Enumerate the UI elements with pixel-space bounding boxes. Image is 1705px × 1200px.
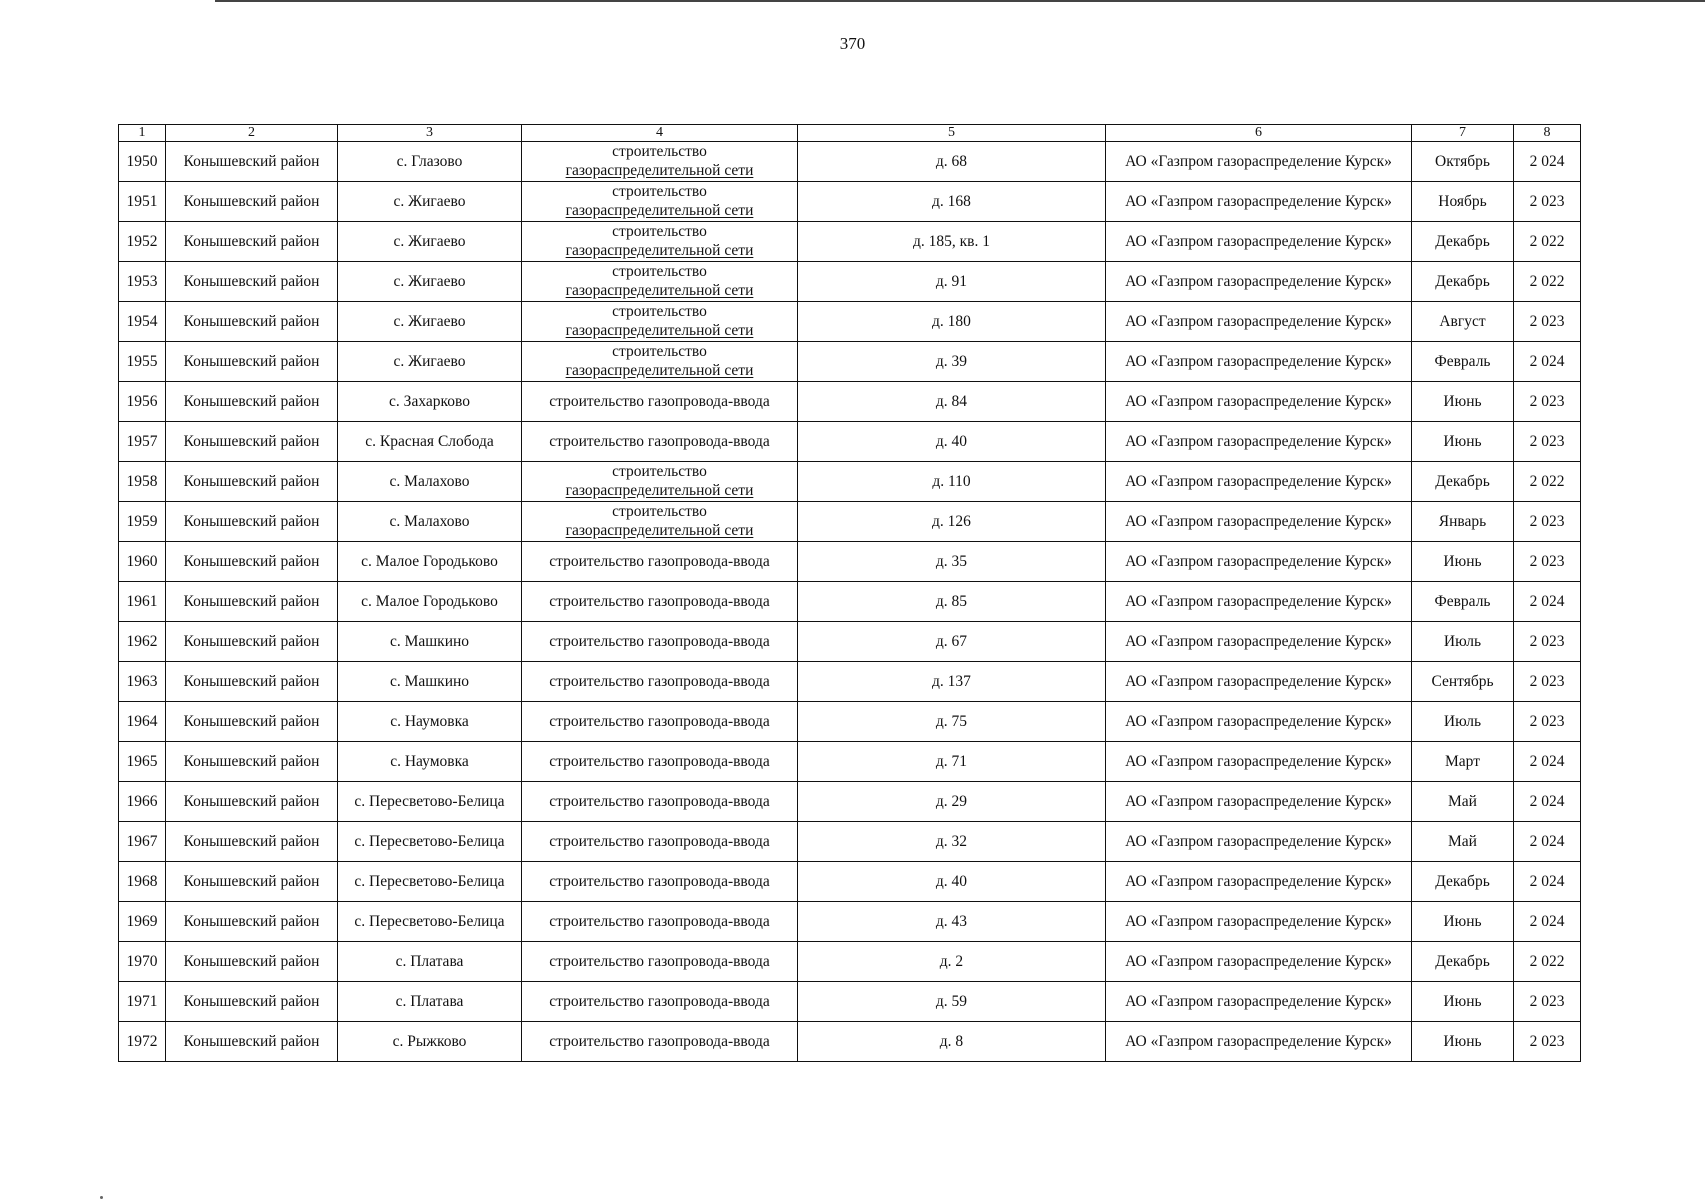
work-type-line: газораспределительной сети (565, 242, 754, 259)
work-type-line: строительство (612, 263, 707, 280)
address-cell: д. 71 (798, 742, 1106, 782)
work-type-cell (522, 502, 798, 542)
column-header: 2 (166, 125, 338, 142)
work-type-line: газораспределительной сети (565, 162, 754, 179)
address-cell: д. 180 (798, 302, 1106, 342)
district-cell: Конышевский район (166, 542, 338, 582)
work-type-line: газораспределительной сети (565, 362, 754, 379)
year-cell: 2 023 (1514, 542, 1581, 582)
table-row (119, 382, 1581, 422)
address-cell: д. 8 (798, 1022, 1106, 1062)
work-type-cell: строительство газопровода-ввода (522, 782, 798, 822)
row-number: 1960 (119, 542, 166, 582)
address-cell: д. 91 (798, 262, 1106, 302)
registry-table (118, 124, 1581, 1062)
work-type-line: строительство (612, 343, 707, 360)
organization-cell: АО «Газпром газораспределение Курск» (1106, 982, 1412, 1022)
row-number: 1966 (119, 782, 166, 822)
table-row (119, 902, 1581, 942)
work-type-line: строительство (612, 183, 707, 200)
organization-cell: АО «Газпром газораспределение Курск» (1106, 662, 1412, 702)
address-cell: д. 67 (798, 622, 1106, 662)
row-number: 1961 (119, 582, 166, 622)
settlement-cell: с. Глазово (338, 142, 522, 182)
year-cell: 2 024 (1514, 902, 1581, 942)
settlement-cell: с. Рыжково (338, 1022, 522, 1062)
row-number: 1951 (119, 182, 166, 222)
row-number: 1955 (119, 342, 166, 382)
month-cell: Июнь (1412, 422, 1514, 462)
work-type-cell (522, 142, 798, 182)
work-type-line: газораспределительной сети (565, 482, 754, 499)
work-type-cell: строительство газопровода-ввода (522, 582, 798, 622)
work-type-line: газораспределительной сети (565, 282, 754, 299)
work-type-line: строительство (612, 463, 707, 480)
address-cell: д. 40 (798, 422, 1106, 462)
month-cell: Февраль (1412, 342, 1514, 382)
year-cell: 2 023 (1514, 702, 1581, 742)
year-cell: 2 024 (1514, 862, 1581, 902)
row-number: 1962 (119, 622, 166, 662)
organization-cell: АО «Газпром газораспределение Курск» (1106, 142, 1412, 182)
row-number: 1950 (119, 142, 166, 182)
month-cell: Июнь (1412, 382, 1514, 422)
settlement-cell: с. Малахово (338, 502, 522, 542)
month-cell: Май (1412, 782, 1514, 822)
work-type-cell: строительство газопровода-ввода (522, 382, 798, 422)
month-cell: Декабрь (1412, 222, 1514, 262)
row-number: 1959 (119, 502, 166, 542)
work-type-line: газораспределительной сети (565, 202, 754, 219)
month-cell: Декабрь (1412, 462, 1514, 502)
district-cell: Конышевский район (166, 582, 338, 622)
year-cell: 2 024 (1514, 742, 1581, 782)
year-cell: 2 023 (1514, 982, 1581, 1022)
table-row (119, 782, 1581, 822)
work-type-cell: строительство газопровода-ввода (522, 902, 798, 942)
address-cell: д. 137 (798, 662, 1106, 702)
table-row (119, 702, 1581, 742)
top-rule (215, 0, 1705, 2)
address-cell: д. 32 (798, 822, 1106, 862)
settlement-cell: с. Пересветово-Белица (338, 822, 522, 862)
address-cell: д. 110 (798, 462, 1106, 502)
address-cell: д. 35 (798, 542, 1106, 582)
month-cell: Август (1412, 302, 1514, 342)
district-cell: Конышевский район (166, 502, 338, 542)
row-number: 1963 (119, 662, 166, 702)
column-header: 6 (1106, 125, 1412, 142)
row-number: 1957 (119, 422, 166, 462)
district-cell: Конышевский район (166, 862, 338, 902)
work-type-cell: строительство газопровода-ввода (522, 1022, 798, 1062)
organization-cell: АО «Газпром газораспределение Курск» (1106, 502, 1412, 542)
settlement-cell: с. Малахово (338, 462, 522, 502)
year-cell: 2 023 (1514, 422, 1581, 462)
work-type-line: газораспределительной сети (565, 522, 754, 539)
month-cell: Октябрь (1412, 142, 1514, 182)
organization-cell: АО «Газпром газораспределение Курск» (1106, 582, 1412, 622)
column-header: 7 (1412, 125, 1514, 142)
work-type-cell: строительство газопровода-ввода (522, 702, 798, 742)
district-cell: Конышевский район (166, 1022, 338, 1062)
year-cell: 2 022 (1514, 462, 1581, 502)
district-cell: Конышевский район (166, 182, 338, 222)
work-type-cell: строительство газопровода-ввода (522, 622, 798, 662)
organization-cell: АО «Газпром газораспределение Курск» (1106, 462, 1412, 502)
organization-cell: АО «Газпром газораспределение Курск» (1106, 902, 1412, 942)
address-cell: д. 185, кв. 1 (798, 222, 1106, 262)
table-row (119, 942, 1581, 982)
district-cell: Конышевский район (166, 302, 338, 342)
address-cell: д. 168 (798, 182, 1106, 222)
month-cell: Июнь (1412, 542, 1514, 582)
settlement-cell: с. Платава (338, 982, 522, 1022)
settlement-cell: с. Пересветово-Белица (338, 782, 522, 822)
address-cell: д. 68 (798, 142, 1106, 182)
year-cell: 2 023 (1514, 182, 1581, 222)
year-cell: 2 023 (1514, 1022, 1581, 1062)
organization-cell: АО «Газпром газораспределение Курск» (1106, 542, 1412, 582)
year-cell: 2 022 (1514, 222, 1581, 262)
column-header: 3 (338, 125, 522, 142)
table-row (119, 342, 1581, 382)
table-row (119, 582, 1581, 622)
month-cell: Февраль (1412, 582, 1514, 622)
address-cell: д. 29 (798, 782, 1106, 822)
settlement-cell: с. Машкино (338, 622, 522, 662)
year-cell: 2 023 (1514, 662, 1581, 702)
year-cell: 2 024 (1514, 582, 1581, 622)
address-cell: д. 2 (798, 942, 1106, 982)
organization-cell: АО «Газпром газораспределение Курск» (1106, 302, 1412, 342)
district-cell: Конышевский район (166, 622, 338, 662)
settlement-cell: с. Жигаево (338, 182, 522, 222)
settlement-cell: с. Наумовка (338, 702, 522, 742)
scan-artifact (100, 1196, 103, 1199)
district-cell: Конышевский район (166, 422, 338, 462)
work-type-line: газораспределительной сети (565, 322, 754, 339)
row-number: 1968 (119, 862, 166, 902)
work-type-cell: строительство газопровода-ввода (522, 742, 798, 782)
month-cell: Ноябрь (1412, 182, 1514, 222)
column-number-row (119, 125, 1581, 142)
row-number: 1970 (119, 942, 166, 982)
work-type-line: строительство (612, 303, 707, 320)
settlement-cell: с. Красная Слобода (338, 422, 522, 462)
address-cell: д. 126 (798, 502, 1106, 542)
row-number: 1965 (119, 742, 166, 782)
table-row (119, 182, 1581, 222)
settlement-cell: с. Жигаево (338, 262, 522, 302)
table-row (119, 662, 1581, 702)
table-row (119, 222, 1581, 262)
table-body (119, 142, 1581, 1062)
district-cell: Конышевский район (166, 942, 338, 982)
address-cell: д. 85 (798, 582, 1106, 622)
column-header: 4 (522, 125, 798, 142)
table-row (119, 982, 1581, 1022)
district-cell: Конышевский район (166, 262, 338, 302)
table-row (119, 822, 1581, 862)
work-type-line: строительство (612, 143, 707, 160)
work-type-line: строительство (612, 503, 707, 520)
table-row (119, 1022, 1581, 1062)
organization-cell: АО «Газпром газораспределение Курск» (1106, 422, 1412, 462)
year-cell: 2 024 (1514, 342, 1581, 382)
column-header: 5 (798, 125, 1106, 142)
organization-cell: АО «Газпром газораспределение Курск» (1106, 222, 1412, 262)
year-cell: 2 023 (1514, 502, 1581, 542)
table-row (119, 622, 1581, 662)
organization-cell: АО «Газпром газораспределение Курск» (1106, 782, 1412, 822)
year-cell: 2 023 (1514, 382, 1581, 422)
table-row (119, 302, 1581, 342)
month-cell: Июнь (1412, 1022, 1514, 1062)
table-row (119, 262, 1581, 302)
year-cell: 2 024 (1514, 782, 1581, 822)
organization-cell: АО «Газпром газораспределение Курск» (1106, 262, 1412, 302)
work-type-cell (522, 262, 798, 302)
column-header: 1 (119, 125, 166, 142)
organization-cell: АО «Газпром газораспределение Курск» (1106, 822, 1412, 862)
settlement-cell: с. Жигаево (338, 222, 522, 262)
district-cell: Конышевский район (166, 222, 338, 262)
work-type-cell: строительство газопровода-ввода (522, 862, 798, 902)
table-row (119, 142, 1581, 182)
row-number: 1958 (119, 462, 166, 502)
address-cell: д. 40 (798, 862, 1106, 902)
row-number: 1954 (119, 302, 166, 342)
table-row (119, 462, 1581, 502)
district-cell: Конышевский район (166, 742, 338, 782)
organization-cell: АО «Газпром газораспределение Курск» (1106, 342, 1412, 382)
work-type-cell (522, 342, 798, 382)
organization-cell: АО «Газпром газораспределение Курск» (1106, 862, 1412, 902)
work-type-cell: строительство газопровода-ввода (522, 942, 798, 982)
month-cell: Июнь (1412, 982, 1514, 1022)
district-cell: Конышевский район (166, 902, 338, 942)
district-cell: Конышевский район (166, 342, 338, 382)
settlement-cell: с. Захарково (338, 382, 522, 422)
year-cell: 2 024 (1514, 822, 1581, 862)
settlement-cell: с. Малое Городьково (338, 582, 522, 622)
row-number: 1964 (119, 702, 166, 742)
table-row (119, 542, 1581, 582)
year-cell: 2 022 (1514, 262, 1581, 302)
district-cell: Конышевский район (166, 462, 338, 502)
row-number: 1971 (119, 982, 166, 1022)
row-number: 1972 (119, 1022, 166, 1062)
organization-cell: АО «Газпром газораспределение Курск» (1106, 942, 1412, 982)
month-cell: Декабрь (1412, 262, 1514, 302)
district-cell: Конышевский район (166, 782, 338, 822)
address-cell: д. 43 (798, 902, 1106, 942)
month-cell: Март (1412, 742, 1514, 782)
work-type-cell: строительство газопровода-ввода (522, 982, 798, 1022)
organization-cell: АО «Газпром газораспределение Курск» (1106, 702, 1412, 742)
district-cell: Конышевский район (166, 662, 338, 702)
settlement-cell: с. Платава (338, 942, 522, 982)
organization-cell: АО «Газпром газораспределение Курск» (1106, 622, 1412, 662)
table-row (119, 742, 1581, 782)
month-cell: Июль (1412, 702, 1514, 742)
year-cell: 2 022 (1514, 942, 1581, 982)
column-header: 8 (1514, 125, 1581, 142)
row-number: 1953 (119, 262, 166, 302)
settlement-cell: с. Пересветово-Белица (338, 902, 522, 942)
district-cell: Конышевский район (166, 382, 338, 422)
table-row (119, 502, 1581, 542)
work-type-line: строительство (612, 223, 707, 240)
work-type-cell: строительство газопровода-ввода (522, 662, 798, 702)
month-cell: Декабрь (1412, 942, 1514, 982)
work-type-cell (522, 182, 798, 222)
row-number: 1969 (119, 902, 166, 942)
work-type-cell (522, 222, 798, 262)
address-cell: д. 39 (798, 342, 1106, 382)
month-cell: Июль (1412, 622, 1514, 662)
work-type-cell (522, 302, 798, 342)
district-cell: Конышевский район (166, 142, 338, 182)
work-type-cell: строительство газопровода-ввода (522, 422, 798, 462)
work-type-cell: строительство газопровода-ввода (522, 822, 798, 862)
month-cell: Январь (1412, 502, 1514, 542)
row-number: 1952 (119, 222, 166, 262)
table-row (119, 422, 1581, 462)
organization-cell: АО «Газпром газораспределение Курск» (1106, 182, 1412, 222)
organization-cell: АО «Газпром газораспределение Курск» (1106, 742, 1412, 782)
address-cell: д. 75 (798, 702, 1106, 742)
year-cell: 2 024 (1514, 142, 1581, 182)
year-cell: 2 023 (1514, 622, 1581, 662)
settlement-cell: с. Наумовка (338, 742, 522, 782)
address-cell: д. 84 (798, 382, 1106, 422)
work-type-cell: строительство газопровода-ввода (522, 542, 798, 582)
month-cell: Май (1412, 822, 1514, 862)
organization-cell: АО «Газпром газораспределение Курск» (1106, 1022, 1412, 1062)
month-cell: Декабрь (1412, 862, 1514, 902)
organization-cell: АО «Газпром газораспределение Курск» (1106, 382, 1412, 422)
district-cell: Конышевский район (166, 822, 338, 862)
settlement-cell: с. Малое Городьково (338, 542, 522, 582)
settlement-cell: с. Жигаево (338, 302, 522, 342)
table-row (119, 862, 1581, 902)
page-number: 370 (839, 34, 866, 53)
district-cell: Конышевский район (166, 982, 338, 1022)
address-cell: д. 59 (798, 982, 1106, 1022)
settlement-cell: с. Машкино (338, 662, 522, 702)
year-cell: 2 023 (1514, 302, 1581, 342)
month-cell: Сентябрь (1412, 662, 1514, 702)
settlement-cell: с. Жигаево (338, 342, 522, 382)
district-cell: Конышевский район (166, 702, 338, 742)
work-type-cell (522, 462, 798, 502)
row-number: 1967 (119, 822, 166, 862)
settlement-cell: с. Пересветово-Белица (338, 862, 522, 902)
row-number: 1956 (119, 382, 166, 422)
month-cell: Июнь (1412, 902, 1514, 942)
